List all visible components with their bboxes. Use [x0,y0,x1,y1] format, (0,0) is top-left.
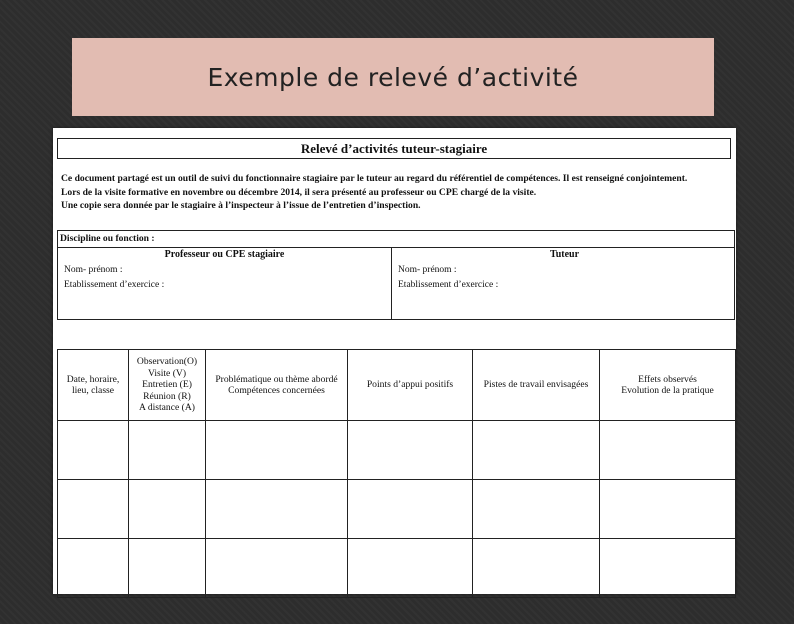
divider [391,247,392,319]
table-cell [129,480,206,539]
table-cell [600,480,736,539]
intro-line: Une copie sera donnée par le stagiaire à l’inspecteur à l’issue de l’entretien d’inspection. [61,200,421,211]
table-cell [473,539,600,598]
table-cell [348,539,473,598]
table-cell [473,421,600,480]
tutor-column-header: Tuteur [549,249,580,260]
table-row [58,480,736,539]
table-header-row [58,350,736,421]
table-cell [58,539,129,598]
tutor-establishment-label: Etablissement d’exercice : [398,280,499,290]
table-cell [348,480,473,539]
trainee-column-header: Professeur ou CPE stagiaire [164,249,285,260]
divider [58,247,734,248]
table-cell [473,480,600,539]
table-cell [348,421,473,480]
discipline-label: Discipline ou fonction : [60,233,155,244]
tutor-name-label: Nom- prénom : [398,265,457,275]
table-cell [206,480,348,539]
trainee-establishment-label: Etablissement d’exercice : [64,280,165,290]
intro-line: Ce document partagé est un outil de suivi du fonctionnaire stagiaire par le tuteur au regard du référentiel de compétences. Il est renseigné conjointement. [61,173,688,184]
table-cell [206,421,348,480]
table-cell [206,539,348,598]
header-effects: Effets observés Evolution de la pratique [600,350,736,421]
table-cell [600,539,736,598]
intro-paragraph [61,172,737,213]
table-cell [58,421,129,480]
slide-title-box [72,38,714,116]
discipline-table [57,230,735,320]
table-row [58,539,736,598]
trainee-name-label: Nom- prénom : [64,265,123,275]
header-work-tracks: Pistes de travail envisagées [473,350,600,421]
header-strengths: Points d’appui positifs [348,350,473,421]
table-cell [129,539,206,598]
intro-line: Lors de la visite formative en novembre ou décembre 2014, il sera présenté au professeur ou CPE chargé de la visite. [61,186,537,198]
header-date: Date, horaire, lieu, classe [58,350,129,421]
activity-table [57,349,736,598]
document-title: Relevé d’activités tuteur-stagiaire [57,138,731,159]
table-cell [600,421,736,480]
table-cell [58,480,129,539]
table-cell [129,421,206,480]
table-row [58,421,736,480]
header-theme: Problématique ou thème abordé Compétences concernées [206,350,348,421]
slide-title: Exemple de relevé d’activité [207,62,579,92]
header-activity-type: Observation(O) Visite (V) Entretien (E) Réunion (R) A distance (A) [129,350,206,421]
document-image [53,128,736,594]
